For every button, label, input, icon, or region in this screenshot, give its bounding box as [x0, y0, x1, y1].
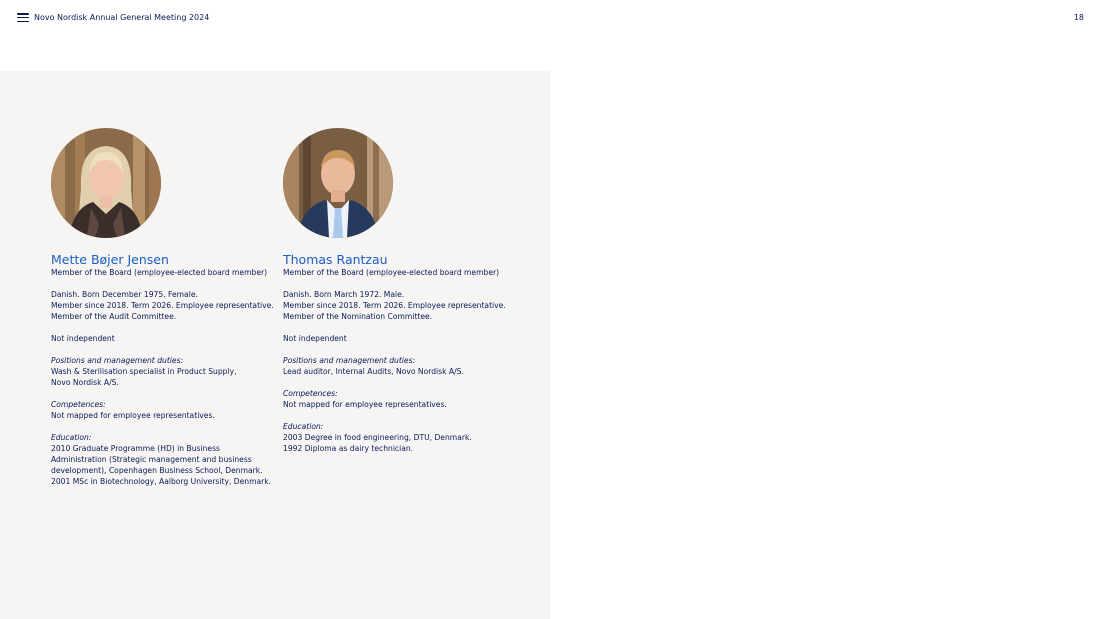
board-members-panel [0, 71, 550, 619]
education-line: 2010 Graduate Programme (HD) in Business [51, 444, 220, 453]
bio-line: Member of the Audit Committee. [51, 312, 177, 321]
positions-label: Positions and management duties: [283, 356, 416, 365]
education-label: Education: [51, 433, 92, 442]
positions-line: Wash & Sterilisation specialist in Product Supply, [51, 367, 237, 376]
education-line: 2001 MSc in Biotechnology, Aalborg University, Denmark. [51, 477, 272, 486]
member-name: Mette Bøjer Jensen [51, 252, 169, 267]
portrait-photo [283, 128, 393, 238]
competences-label: Competences: [283, 389, 338, 398]
education-line: development), Copenhagen Business School, Denmark. [51, 466, 263, 475]
board-member-card [51, 128, 273, 487]
education-line: Administration (Strategic management and business [51, 455, 252, 464]
member-name: Thomas Rantzau [283, 252, 388, 267]
board-member-card [283, 128, 505, 454]
page-number: 18 [1073, 13, 1084, 22]
member-role: Member of the Board (employee-elected board member) [283, 268, 500, 277]
bio-line: Member of the Nomination Committee. [283, 312, 433, 321]
hamburger-menu-icon[interactable] [17, 13, 29, 22]
independence-status: Not independent [51, 334, 115, 343]
education-label: Education: [283, 422, 324, 431]
document-title: Novo Nordisk Annual General Meeting 2024 [34, 13, 210, 22]
positions-line: Lead auditor, Internal Audits, Novo Nordisk A/S. [283, 367, 464, 376]
competences-label: Competences: [51, 400, 106, 409]
education-line: 1992 Diploma as dairy technician. [283, 444, 414, 453]
bio-line: Member since 2018. Term 2026. Employee representative. [51, 301, 274, 310]
portrait-photo [51, 128, 161, 238]
positions-line: Novo Nordisk A/S. [51, 378, 119, 387]
competences-line: Not mapped for employee representatives. [283, 400, 447, 409]
bio-line: Danish. Born March 1972. Male. [283, 290, 405, 299]
positions-label: Positions and management duties: [51, 356, 184, 365]
education-line: 2003 Degree in food engineering, DTU, Denmark. [283, 433, 472, 442]
header [0, 0, 1100, 34]
bio-line: Member since 2018. Term 2026. Employee representative. [283, 301, 506, 310]
bio-line: Danish. Born December 1975. Female. [51, 290, 198, 299]
independence-status: Not independent [283, 334, 347, 343]
competences-line: Not mapped for employee representatives. [51, 411, 215, 420]
member-role: Member of the Board (employee-elected board member) [51, 268, 268, 277]
